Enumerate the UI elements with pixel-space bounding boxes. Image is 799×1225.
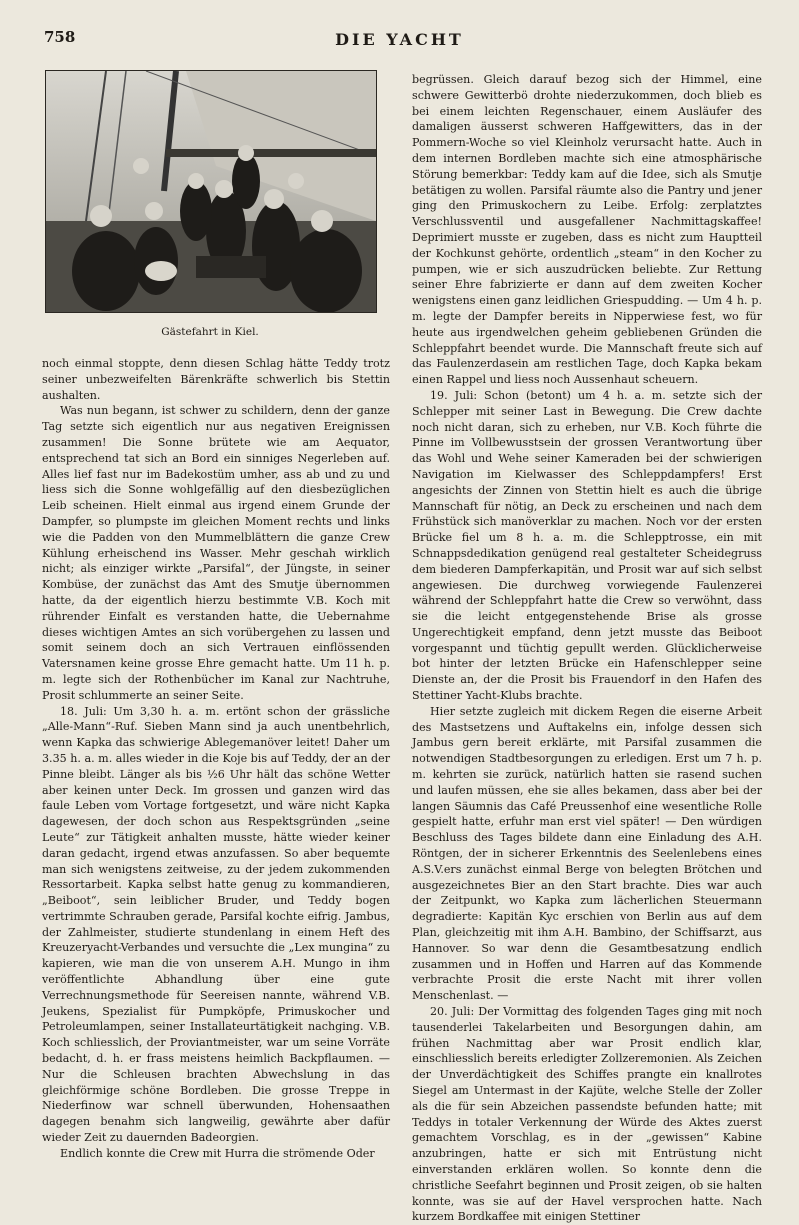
- paragraph: 20. Juli: Der Vormittag des folgenden Tages ging mit noch tausenderlei Takelarbeiten und Besorgungen dahin, am frühen Nachmittag aber war Prosit endlich klar, einschliesslich bereits erledigter Zollzeremonien. Als Zeichen der Unverdächtigkeit des Schiffes prangte ein knallrotes Siegel am Untermast in der Kajüte, welche Stelle der Zoller als die für sein Abzeichen passendste befunden hatte; mit Teddys in totaler Verkennung der Würde des Aktes zuerst gemachtem Vorschlag, es in der „gewissen“ Kabine anzubringen, hatte er sich mit Entrüstung nicht einverstanden erklären wollen. So konnte denn die christliche Seefahrt beginnen und Prosit zeigen, ob sie halten konnte, was sie auf der Havel versprochen hatte. Nach kurzem Bordkaffee mit einigen Stettiner: [412, 1005, 762, 1224]
- figure-caption: Gästefahrt in Kiel.: [161, 326, 259, 338]
- paragraph: Was nun begann, ist schwer zu schildern, denn der ganze Tag setzte sich eigentlich nur aus negativen Ereignissen zusammen! Die Sonne brütete wie am Aequator, entsprechend tat sich an Bord ein sinniges Negerleben auf. Alles lief fast nur im Badekostüm umher, ass ab und zu und liess sich die Sonne wohlgefällig auf den diesbezüglichen Leib scheinen. Hielt einmal aus irgend einem Grunde der Dampfer, so plumpste im gleichen Moment rechts und links wie die Padden von den Mummelblättern die ganze Crew Kühlung erheischend ins Wasser. Mehr geschah wirklich nicht; als einziger wirkte „Parsifal“, der Jüngste, in seiner Kombüse, der zunächst das Amt des Smutje übernommen hatte, da der eigentlich hierzu bestimmte V.B. Koch mit rührender Einfalt es verstanden hatte, die Uebernahme dieses wichtigen Amtes an sich vorübergehen zu lassen und somit seinem doch an sich Vertrauen einflössenden Vatersnamen keine grosse Ehre gemacht hatte. Um 11 h. p. m. legte sich der Rothenbücher im Kanal zur Nachtruhe, Prosit schlummerte an seiner Seite.: [42, 404, 390, 702]
- paragraph: 19. Juli: Schon (betont) um 4 h. a. m. setzte sich der Schlepper mit seiner Last in Bewegung. Die Crew dachte noch nicht daran, sich zu erheben, nur V.B. Koch führte die Pinne im Vollbewusstsein der grossen Verantwortung über das Wohl und Wehe seiner Kameraden bei der schwierigen Navigation im Kielwasser des Schleppdampfers! Erst angesichts der Zinnen von Stettin hielt es auch die übrige Mannschaft für nötig, an Deck zu erscheinen und nach dem Frühstück sich manöverklar zu machen. Noch vor der ersten Brücke fiel um 8 h. a. m. die Schlepptrosse, ein mit Schnappsdedikation genügend real gestalteter Scheidegruss dem biederen Dampferkapitän, und Prosit war auf sich selbst angewiesen. Die durchweg vorwiegende Faulenzerei während der Schleppfahrt hatte die Crew so verwöhnt, dass sie die leicht entgegenstehende Brise als grosse Ungerechtigkeit empfand, denn jetzt musste das Beiboot vorgespannt und tüchtig gepullt werden. Glücklicherweise bot hinter der letzten Brücke ein Hafenschlepper seine Dienste an, der die Prosit bis Frauendorf in den Hafen des Stettiner Yacht-Klubs brachte.: [412, 388, 762, 703]
- paragraph: noch einmal stoppte, denn diesen Schlag hätte Teddy trotz seiner unbezweifelten Bärenkräfte schwerlich bis Stettin aushalten.: [42, 357, 390, 402]
- paragraph: Endlich konnte die Crew mit Hurra die strömende Oder: [60, 1146, 375, 1160]
- right-column: [412, 72, 762, 1225]
- sailing-photo-illustration: [46, 71, 376, 312]
- page-header: [40, 26, 759, 56]
- page-number: 758: [44, 28, 76, 46]
- left-column: [42, 356, 390, 1162]
- paragraph: begrüssen. Gleich darauf bezog sich der Himmel, eine schwere Gewitterbö drohte niederzukommen, doch blieb es bei einem leichten Regenschauer, einem Ausläufer des damaligen äusserst schweren Haffgewitters, das in der Pommern-Woche so viel Kleinholz verursacht hatte. Auch in dem internen Bordleben machte sich eine atmosphärische Störung bemerkbar: Teddy kam auf die Idee, sich als Smutje betätigen zu wollen. Parsifal räumte also die Pantry und jener ging den Primuskochern zu Leibe. Erfolg: zerplatztes Verschlussventil und ausgefallener Nachmittagskaffee! Deprimiert musste er zugeben, dass es nicht zum Hauptteil der Kochkunst gehörte, ordentlich „steam“ in den Kocher zu pumpen, wie er sich auszudrücken beliebte. Zur Rettung seiner Ehre fabrizierte er dann auf dem zweiten Kocher wenigstens einen ganz leidlichen Griespudding. — Um 4 h. p. m. legte der Dampfer bereits in Nipperwiese fest, wo für heute aus irgendwelchen geheim gebliebenen Gründen die Schleppfahrt beendet wurde. Die Mannschaft freute sich auf das Faulenzerdasein am restlichen Tage, doch Kapka bekam einen Rappel und liess noch Aussenhaut scheuern.: [412, 73, 762, 387]
- paragraph: Hier setzte zugleich mit dickem Regen die eiserne Arbeit des Mastsetzens und Auftakelns ein, infolge dessen sich Jambus gern bereit erklärte, mit Parsifal zusammen die notwendigen Stadtbesorgungen zu erledigen. Erst um 7 h. p. m. kehrten sie zurück, natürlich hatten sie rasend suchen und laufen müssen, ehe sie alles bekamen, dass aber bei der langen Säumnis das Café Preussenhof eine wesentliche Rolle gespielt hatte, erfuhr man erst viel später! — Den würdigen Beschluss des Tages bildete dann eine Einladung des A.H. Röntgen, der in sicherer Erkenntnis des Seelenlebens eines A.S.V.ers zunächst einmal Berge von belegten Brötchen und ausgezeichnetes Bier an den Start brachte. Dies war auch der Zeitpunkt, wo Kapka zum lächerlichen Steuermann degradierte: Kapitän Kyc erschien von Berlin aus auf dem Plan, gleichzeitig mit ihm A.H. Bambino, der Schiffsarzt, aus Hannover. So war denn die Gesamtbesatzung endlich zusammen und in Hoffen und Harren auf das Kommende verbrachte Prosit die erste Nacht mit ihrer vollen Menschenlast. —: [412, 704, 762, 1003]
- photo-guest-trip: [45, 70, 377, 313]
- running-title: DIE YACHT: [335, 30, 464, 49]
- paragraph: 18. Juli: Um 3,30 h. a. m. ertönt schon der grässliche „Alle-Mann“-Ruf. Sieben Mann sind ja auch unentbehrlich, wenn Kapka das schwierige Ablegemanöver leitet! Daher um 3.35 h. a. m. alles wieder in die Koje bis auf Teddy, der an der Pinne bleibt. Länger als bis ½6 Uhr hält das schöne Wetter aber keinen unter Deck. Im grossen und ganzen wird das faule Leben vom Vortage fortgesetzt, und wäre nicht Kapka dagewesen, der doch schon aus Respektsgründen „seine Leute“ zur Tätigkeit anhalten musste, hätte wieder keiner daran gedacht, irgend etwas anzufassen. So aber bequemte man sich wenigstens zeitweise, zu der jedem zukommenden Ressortarbeit. Kapka selbst hatte genug zu kommandieren, „Beiboot“, sein leiblicher Bruder, und Teddy bogen vertrimmte Schrauben gerade, Parsifal kochte eifrig. Jambus, der Zahlmeister, studierte stundenlang in einem Heft des Kreuzeryacht-Verbandes und versuchte die „Lex mungina“ zu kapieren, wie man die von unserem A.H. Mungo in ihm veröffentlichte Abhandlung über eine gute Verrechnungsmethode für Seereisen nannte, während V.B. Jeukens, Spezialist für Pumpköpfe, Primuskocher und Petroleumlampen, seiner Installateurtätigkeit nachging. V.B. Koch schliesslich, der Proviantmeister, war um seine Vorräte bedacht, d. h. er frass meistens heimlich Backpflaumen. — Nur die Schleusen brachten Abwechslung in das gleichförmige schöne Bordleben. Die grosse Treppe in Niederfinow war schnell überwunden, Hohensaathen dagegen benahm sich langweilig, gewährte aber dafür wieder Zeit zu dauernden Badeorgien.: [42, 704, 390, 1145]
